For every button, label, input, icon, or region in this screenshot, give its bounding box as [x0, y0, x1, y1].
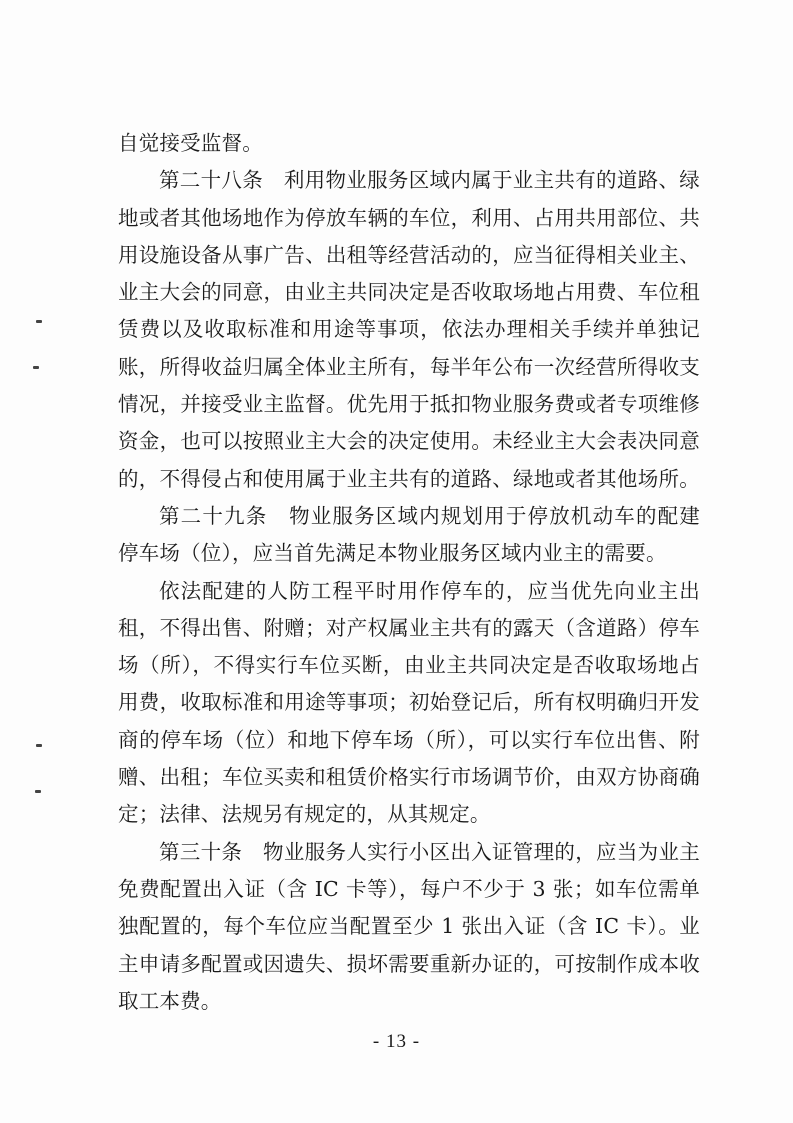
text-line: 独配置的，每个车位应当配置至少 1 张出入证（含 IC 卡）。业 — [118, 914, 700, 939]
text-line: 用费，收取标准和用途等事项；初始登记后，所有权明确归开发 — [118, 690, 700, 715]
scan-artifact-mark — [33, 366, 39, 369]
scan-artifact-mark — [36, 744, 42, 747]
text-line: 赁费以及收取标准和用途等事项，依法办理相关手续并单独记 — [118, 317, 700, 342]
text-line: 赠、出租；车位买卖和租赁价格实行市场调节价，由双方协商确 — [118, 765, 700, 790]
text-line: 商的停车场（位）和地下停车场（所），可以实行车位出售、附 — [118, 727, 700, 752]
text-line: 第二十八条 利用物业服务区域内属于业主共有的道路、绿 — [159, 168, 700, 193]
scan-artifact-mark — [36, 320, 42, 323]
text-line: 账，所得收益归属全体业主所有，每半年公布一次经营所得收支 — [118, 354, 700, 379]
text-line: 的，不得侵占和使用属于业主共有的道路、绿地或者其他场所。 — [118, 466, 700, 491]
text-line: 取工本费。 — [118, 988, 222, 1013]
text-line: 资金，也可以按照业主大会的决定使用。未经业主大会表决同意 — [118, 429, 700, 454]
text-line: 业主大会的同意，由业主共同决定是否收取场地占用费、车位租 — [118, 280, 700, 305]
text-line: 停车场（位），应当首先满足本物业服务区域内业主的需要。 — [118, 541, 667, 566]
text-line: 第二十九条 物业服务区域内规划用于停放机动车的配建 — [159, 503, 700, 528]
text-line: 主申请多配置或因遗失、损坏需要重新办证的，可按制作成本收 — [118, 951, 700, 976]
text-line: 地或者其他场地作为停放车辆的车位，利用、占用共用部位、共 — [118, 205, 700, 230]
text-line: 定；法律、法规另有规定的，从其规定。 — [118, 802, 491, 827]
text-line: 场（所），不得实行车位买断，由业主共同决定是否收取场地占 — [118, 653, 700, 678]
text-line: 用设施设备从事广告、出租等经营活动的，应当征得相关业主、 — [118, 242, 700, 267]
text-line: 免费配置出入证（含 IC 卡等），每户不少于 3 张；如车位需单 — [118, 876, 700, 901]
text-line: 租，不得出售、附赠；对产权属业主共有的露天（含道路）停车 — [118, 615, 700, 640]
text-line: 情况，并接受业主监督。优先用于抵扣物业服务费或者专项维修 — [118, 392, 700, 417]
scan-artifact-mark — [35, 790, 41, 793]
page-number: - 13 - — [372, 1031, 421, 1052]
document-body — [118, 125, 700, 1020]
text-line: 自觉接受监督。 — [118, 131, 263, 155]
text-line: 第三十条 物业服务人实行小区出入证管理的，应当为业主 — [159, 839, 700, 864]
text-line: 依法配建的人防工程平时用作停车的，应当优先向业主出 — [159, 578, 700, 603]
